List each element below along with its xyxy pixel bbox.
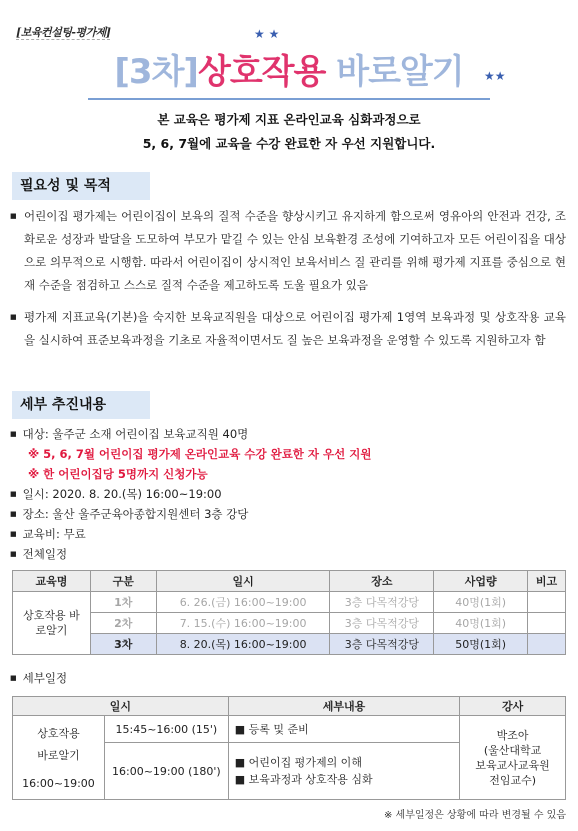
target-item: ■ 대상: 울주군 소재 어린이집 보육교직원 40명 — [10, 427, 249, 441]
purpose-paragraph-1: ■ 어린이집 평가제는 어린이집이 보육의 질적 수준을 향상시키고 유지하게 함으로써 영유아의 안전과 건강, 조화로운 성장과 발달을 도모하여 부모가 맡길 수 있는 안심 보육환경 조성에 기여하고자 모든 어린이집을 대상으로 의무적으로 시행함. 따라서 어린이집이 상시적인 보육서비스 질 관리를 위해 평가제 지표를 중심으로 현재 수준을 점검하고 스스로 질적 수준을 제고하도록 도울 필요가 있음 — [10, 205, 566, 297]
title-main: 상호작용 — [197, 52, 326, 92]
table-row — [13, 613, 566, 634]
star-icon: ★★ — [484, 69, 506, 83]
time-cell: 15:45~16:00 (15') — [104, 716, 228, 743]
detail-schedule-table — [12, 696, 566, 800]
round-cell: 1차 — [90, 592, 156, 613]
series-tag: [보육컨설팅-평가제] — [16, 26, 111, 39]
lecturer-cell: 박조아 (울산대학교 보육교사교육원 전임교수) — [460, 716, 566, 800]
date-item: ■ 일시: 2020. 8. 20.(목) 16:00~19:00 — [10, 487, 222, 501]
content-cell: ■ 어린이집 평가제의 이해 ■ 보육과정과 상호작용 심화 — [228, 743, 459, 800]
table-header-row — [13, 571, 566, 592]
warning-limit: ※ 한 어린이집당 5명까지 신청가능 — [28, 467, 208, 481]
title-underline — [88, 98, 490, 100]
overall-schedule-table — [12, 570, 566, 655]
table-row-highlighted — [13, 634, 566, 655]
intro-line-1: 본 교육은 평가제 지표 온라인교육 심화과정으로 — [157, 112, 421, 127]
date-cell: 6. 26.(금) 16:00~19:00 — [156, 592, 330, 613]
course-name-cell: 상호작용 바로알기 — [13, 592, 91, 655]
warning-priority: ※ 5, 6, 7월 어린이집 평가제 온라인교육 수강 완료한 자 우선 지원 — [28, 447, 372, 461]
place-cell: 3층 다목적강당 — [330, 613, 434, 634]
overall-schedule-item: ■ 전체일정 — [10, 547, 68, 561]
place-cell: 3층 다목적강당 — [330, 634, 434, 655]
round-cell: 3차 — [90, 634, 156, 655]
table-header: 교육명 — [13, 571, 91, 592]
round-cell: 2차 — [90, 613, 156, 634]
place-cell: 3층 다목적강당 — [330, 592, 434, 613]
note-cell — [528, 634, 566, 655]
bullet-icon: ■ — [10, 313, 17, 321]
time-cell: 16:00~19:00 (180') — [104, 743, 228, 800]
title-round: [3차] — [114, 52, 198, 92]
page-title — [0, 44, 578, 93]
title-sub: 바로알기 — [336, 52, 464, 92]
table-header: 세부내용 — [228, 697, 459, 716]
note-cell — [528, 592, 566, 613]
table-header: 일시 — [13, 697, 229, 716]
table-header: 장소 — [330, 571, 434, 592]
star-icon: ★ ★ — [254, 27, 280, 41]
table-header: 강사 — [460, 697, 566, 716]
table-header: 사업량 — [434, 571, 528, 592]
footnote: ※ 세부일정은 상황에 따라 변경될 수 있음 — [383, 810, 566, 821]
qty-cell: 50명(1회) — [434, 634, 528, 655]
place-item: ■ 장소: 울산 울주군육아종합지원센터 3층 강당 — [10, 507, 249, 521]
detail-schedule-item: ■ 세부일정 — [10, 671, 68, 685]
bullet-icon: ■ — [10, 212, 17, 220]
intro-line-2: 5, 6, 7월에 교육을 수강 완료한 자 우선 지원합니다. — [142, 136, 436, 151]
table-header: 비고 — [528, 571, 566, 592]
note-cell — [528, 613, 566, 634]
course-cell: 상호작용 바로알기 16:00~19:00 — [13, 716, 105, 800]
table-header: 일시 — [156, 571, 330, 592]
date-cell: 7. 15.(수) 16:00~19:00 — [156, 613, 330, 634]
table-header: 구분 — [90, 571, 156, 592]
qty-cell: 40명(1회) — [434, 592, 528, 613]
date-cell: 8. 20.(목) 16:00~19:00 — [156, 634, 330, 655]
section-heading-purpose: 필요성 및 목적 — [12, 172, 150, 200]
table-row — [13, 716, 566, 743]
qty-cell: 40명(1회) — [434, 613, 528, 634]
section-heading-details: 세부 추진내용 — [12, 391, 150, 419]
purpose-paragraph-2: ■ 평가제 지표교육(기본)을 숙지한 보육교직원을 대상으로 어린이집 평가제 1영역 보육과정 및 상호작용 교육을 실시하여 표준보육과정을 기초로 자율적이면서도 질 높은 보육과정을 운영할 수 있도록 지원하고자 함 — [10, 306, 566, 352]
content-cell: ■ 등록 및 준비 — [228, 716, 459, 743]
table-header-row — [13, 697, 566, 716]
fee-item: ■ 교육비: 무료 — [10, 527, 86, 541]
table-row — [13, 592, 566, 613]
